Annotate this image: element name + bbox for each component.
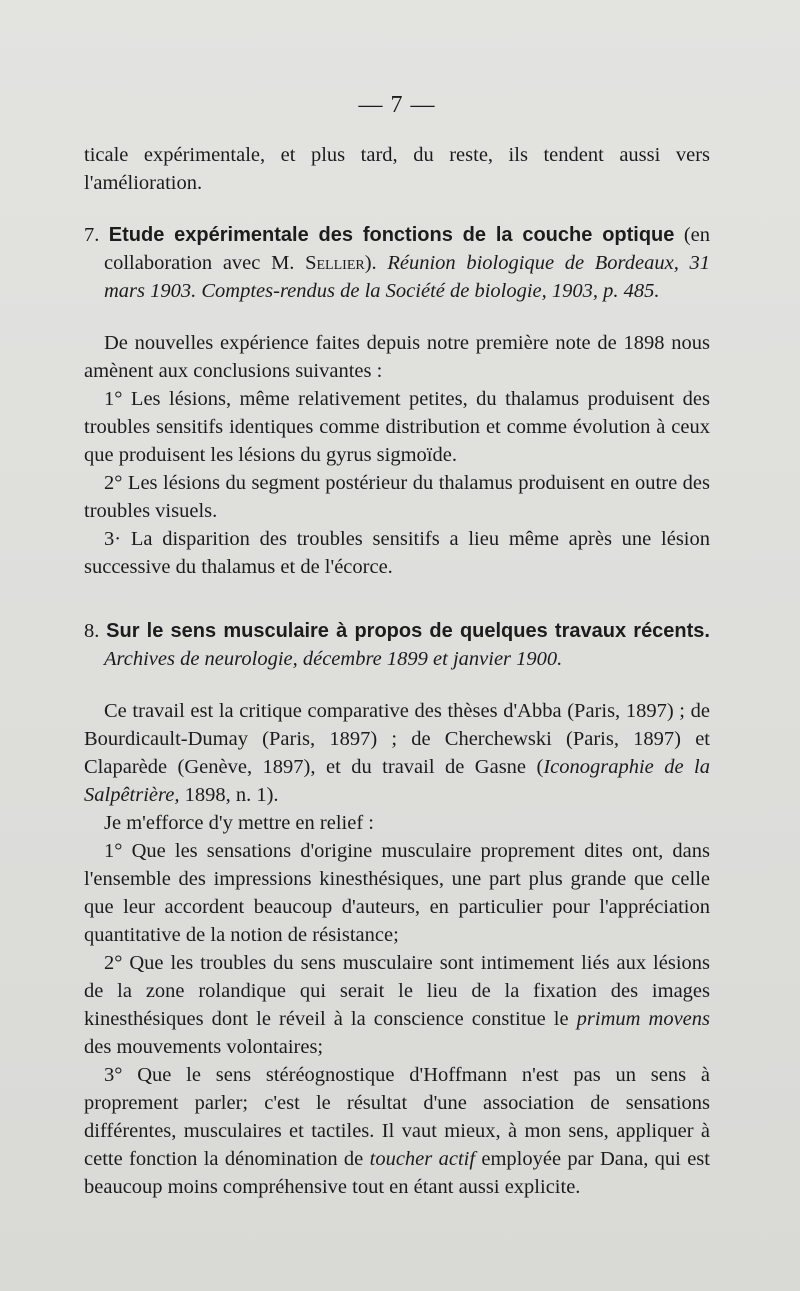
section-8-paragraph-2: Je m'efforce d'y mettre en relief : (104, 812, 374, 834)
section-7-reference: Réunion biologique de Bordeaux, 31 mars 1903. Comptes-rendus de la Société de biologie, 1903, p. 485. (104, 252, 710, 302)
section-7-title: Etude expérimentale des fonctions de la couche optique (108, 224, 675, 246)
section-8-p4-end: des mouvements volontaires; (84, 1036, 324, 1058)
section-8-p5-end: employée par Dana, qui est beaucoup moins compréhensive tout en étant aussi explicite. (84, 1148, 710, 1198)
section-8-heading (84, 617, 710, 673)
section-8-p1-text: Ce travail est la critique comparative des thèses d'Abba (Paris, 1897) ; de Bourdicault-Dumay (Paris, 1897) ; de Cherchewski (Paris, 1897) et Claparède (Genève, 1897), et du travail de Gasne ( (84, 700, 710, 778)
page-number: — 7 — (358, 92, 436, 118)
section-8-reference: Archives de neurologie, décembre 1899 et janvier 1900. (104, 648, 563, 670)
section-7-body (84, 329, 710, 581)
section-8-p4-italic: primum movens (576, 1008, 710, 1030)
section-7-collab-name: Sellier (305, 252, 365, 274)
section-8-p1-italic: Iconographie de la Salpêtrière, (84, 756, 710, 806)
section-8-p4-text: 2° Que les troubles du sens musculaire sont intimement liés aux lésions de la zone rolandique qui serait le lieu de la fixation des images kinesthésiques dont le réveil à la conscience constitue le (84, 952, 710, 1030)
section-8-p5-text: 3° Que le sens stéréognostique d'Hoffmann n'est pas un sens à proprement parler; c'est le résultat d'une association de sensations différentes, musculaires et tactiles. Il vaut mieux, à mon sens, appliquer à cette fonction la dénomination de (84, 1064, 710, 1170)
section-7-paragraph: 1° Les lésions, même relativement petites, du thalamus produisent des troubles sensitifs identiques comme distribution et comme évolution à ceux que produisent les lésions du gyrus sigmoïde. (84, 388, 710, 466)
section-8-paragraph-3: 1° Que les sensations d'origine musculaire proprement dites ont, dans l'ensemble des impressions kinesthésiques, une part plus grande que celle que leur accordent beaucoup d'auteurs, en particulier pour l'appréciation quantitative de la notion de résistance; (84, 840, 710, 946)
section-8-body (84, 697, 710, 1201)
section-8-p1-end: 1898, n. 1). (179, 784, 279, 806)
section-7-paragraph: 2° Les lésions du segment postérieur du thalamus produisent en outre des troubles visuels. (84, 472, 710, 522)
section-7-number: 7. (84, 224, 100, 246)
section-8-paragraph-1 (84, 697, 710, 809)
section-7-heading (84, 221, 710, 305)
section-8-paragraph-5 (84, 1061, 710, 1201)
section-8-title: Sur le sens musculaire à propos de quelques travaux récents. (106, 620, 710, 642)
section-8-paragraph-4 (84, 949, 710, 1061)
section-7-paragraph: De nouvelles expérience faites depuis notre première note de 1898 nous amènent aux conclusions suivantes : (84, 332, 710, 382)
section-8-number: 8. (84, 620, 100, 642)
section-7-collab-suffix: ). (364, 252, 377, 274)
section-7-collab-prefix: (en collaboration avec M. (104, 224, 710, 274)
section-7-paragraph: 3· La disparition des troubles sensitifs a lieu même après une lésion successive du thalamus et de l'écorce. (84, 528, 710, 578)
section-8-p5-italic: toucher actif (369, 1148, 476, 1170)
intro-paragraph: ticale expérimentale, et plus tard, du reste, ils tendent aussi vers l'amélioration. (84, 144, 710, 194)
